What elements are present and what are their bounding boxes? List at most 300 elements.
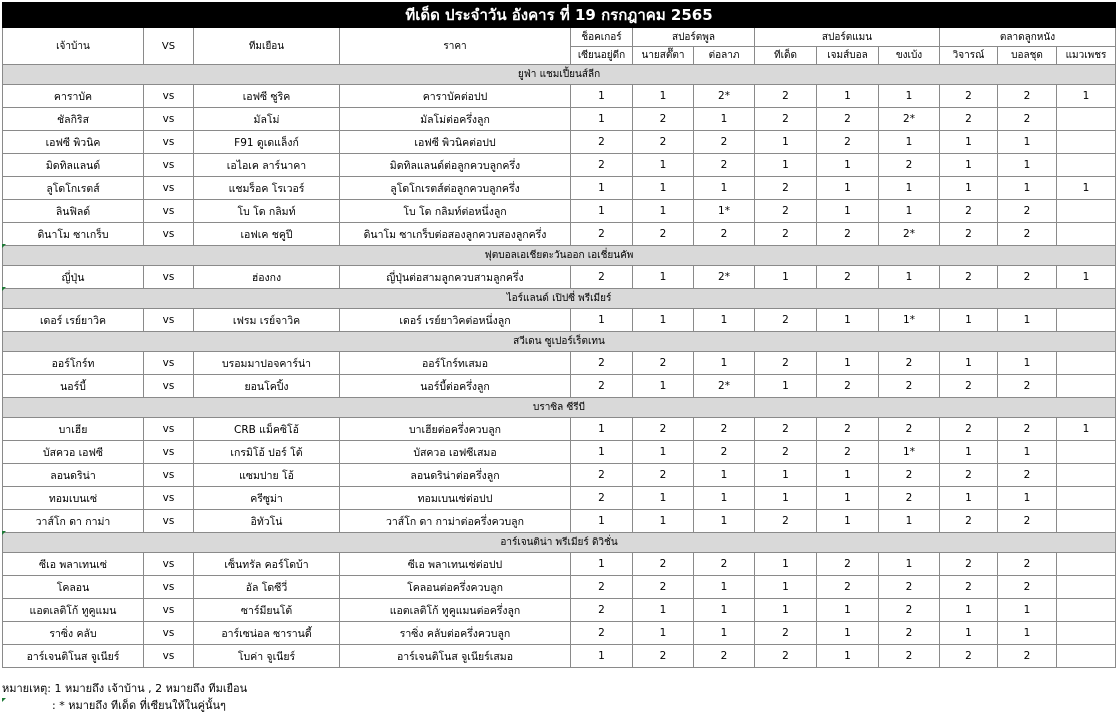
pick-cell: 2 <box>817 223 879 246</box>
pick-cell: 1 <box>940 131 998 154</box>
home-team: ดินาโม ซาเกร็บ <box>3 223 144 246</box>
match-row <box>3 418 1116 441</box>
pick-cell: 2 <box>571 131 633 154</box>
price-text: ลูโดโกเรตส์ต่อลูกควบลูกครึ่ง <box>340 177 571 200</box>
pick-cell: 1 <box>694 352 755 375</box>
pick-cell: 2 <box>571 352 633 375</box>
away-team: แชมร็อค โรเวอร์ <box>194 177 340 200</box>
pick-cell: 2 <box>940 108 998 131</box>
away-team: บรอมมาปอจคาร์น่า <box>194 352 340 375</box>
home-team: ลูโดโกเรตส์ <box>3 177 144 200</box>
pick-cell: 2 <box>571 622 633 645</box>
pick-cell: 1 <box>817 309 879 332</box>
home-team: อาร์เจนติโนส จูเนียร์ <box>3 645 144 668</box>
pick-cell: 1 <box>694 487 755 510</box>
match-row <box>3 487 1116 510</box>
pick-cell: 2 <box>571 487 633 510</box>
pick-cell: 1 <box>1057 266 1116 289</box>
pick-cell: 1 <box>571 510 633 533</box>
pick-cell: 1 <box>571 309 633 332</box>
price-text: มัลโม่ต่อครึ่งลูก <box>340 108 571 131</box>
pick-cell: 1 <box>694 599 755 622</box>
pick-cell: 2* <box>879 108 940 131</box>
pick-cell: 1 <box>633 266 694 289</box>
pick-cell: 2 <box>817 418 879 441</box>
pick-cell: 1 <box>633 200 694 223</box>
pick-cell: 1 <box>755 375 817 398</box>
pick-cell: 2 <box>755 510 817 533</box>
header-tipster: แมวเพชร <box>1057 47 1116 65</box>
match-row <box>3 464 1116 487</box>
header-row-groups <box>3 28 1116 47</box>
pick-cell: 2 <box>633 464 694 487</box>
away-team: โบค่า จูเนียร์ <box>194 645 340 668</box>
price-text: บาเฮียต่อครึ่งควบลูก <box>340 418 571 441</box>
pick-cell: 1 <box>879 131 940 154</box>
home-team: เดอร์ เรย์ยาวิค <box>3 309 144 332</box>
away-team: แซมปาย โอ้ <box>194 464 340 487</box>
match-row <box>3 352 1116 375</box>
price-text: บัสควอ เอฟซีเสมอ <box>340 441 571 464</box>
pick-cell: 1 <box>1057 418 1116 441</box>
pick-cell: 2 <box>998 464 1057 487</box>
title-row <box>3 3 1116 28</box>
pick-cell: 2 <box>940 553 998 576</box>
match-row <box>3 576 1116 599</box>
pick-cell: 2 <box>694 131 755 154</box>
match-row <box>3 108 1116 131</box>
header-group-sportpool: สปอร์ตพูล <box>633 28 755 47</box>
pick-cell: 1 <box>633 487 694 510</box>
pick-cell <box>1057 223 1116 246</box>
league-name: ฟุตบอลเอเชียตะวันออก เอเชี่ยนคัพ <box>3 246 1116 266</box>
pick-cell: 1 <box>817 464 879 487</box>
tips-table-body <box>3 3 1116 668</box>
pick-cell <box>1057 375 1116 398</box>
league-name: สวีเดน ซูเปอร์เร็ตเทน <box>3 332 1116 352</box>
pick-cell: 2 <box>571 375 633 398</box>
pick-cell: 2* <box>694 85 755 108</box>
pick-cell: 1 <box>879 200 940 223</box>
pick-cell <box>1057 464 1116 487</box>
pick-cell: 2 <box>879 464 940 487</box>
pick-cell: 1 <box>694 464 755 487</box>
pick-cell: 1 <box>755 487 817 510</box>
away-team: ยอนโคปิ้ง <box>194 375 340 398</box>
vs-label: vs <box>144 418 194 441</box>
price-text: ลอนดริน่าต่อครึ่งลูก <box>340 464 571 487</box>
pick-cell: 1 <box>998 131 1057 154</box>
note-line: : * หมายถึง ทีเด็ด ที่เซียนให้ในคู่นั้นๆ <box>52 699 226 712</box>
away-team: เอฟซี ซูริค <box>194 85 340 108</box>
pick-cell: 1 <box>694 576 755 599</box>
pick-cell: 1 <box>998 622 1057 645</box>
vs-label: vs <box>144 85 194 108</box>
pick-cell: 1 <box>571 85 633 108</box>
vs-label: vs <box>144 108 194 131</box>
pick-cell: 1 <box>755 154 817 177</box>
pick-cell: 1 <box>879 85 940 108</box>
pick-cell: 2 <box>755 441 817 464</box>
pick-cell: 2 <box>755 200 817 223</box>
away-team: เกรมิโอ้ ปอร์ โต้ <box>194 441 340 464</box>
price-text: ญี่ปุ่นต่อสามลูกควบสามลูกครึ่ง <box>340 266 571 289</box>
pick-cell: 2 <box>940 223 998 246</box>
pick-cell: 2 <box>633 418 694 441</box>
price-text: วาส์โก ดา กาม่าต่อครึ่งควบลูก <box>340 510 571 533</box>
pick-cell: 2 <box>817 441 879 464</box>
away-team: เฟรม เรย์จาวิค <box>194 309 340 332</box>
vs-label: vs <box>144 464 194 487</box>
match-row <box>3 645 1116 668</box>
away-team: โบ โด กลิมท์ <box>194 200 340 223</box>
pick-cell: 1 <box>571 553 633 576</box>
pick-cell: 2 <box>940 464 998 487</box>
away-team: CRB แม็คซิโอ้ <box>194 418 340 441</box>
price-text: เอฟซี พิวนิคต่อปป <box>340 131 571 154</box>
pick-cell: 2 <box>940 576 998 599</box>
pick-cell: 1 <box>998 352 1057 375</box>
pick-cell: 1* <box>879 309 940 332</box>
pick-cell: 1 <box>1057 177 1116 200</box>
comment-marker <box>2 244 6 248</box>
pick-cell <box>1057 200 1116 223</box>
pick-cell: 2 <box>998 645 1057 668</box>
pick-cell: 1 <box>633 309 694 332</box>
pick-cell: 1 <box>633 510 694 533</box>
home-team: คาราบัค <box>3 85 144 108</box>
pick-cell: 2* <box>694 375 755 398</box>
pick-cell: 1 <box>571 108 633 131</box>
pick-cell: 1 <box>694 108 755 131</box>
home-team: เอฟซี พิวนิค <box>3 131 144 154</box>
pick-cell: 1 <box>817 599 879 622</box>
comment-marker <box>2 698 6 702</box>
pick-cell: 2 <box>940 200 998 223</box>
price-text: ดินาโม ซาเกร็บต่อสองลูกควบสองลูกครึ่ง <box>340 223 571 246</box>
match-row <box>3 510 1116 533</box>
pick-cell: 2 <box>998 375 1057 398</box>
league-row <box>3 65 1116 85</box>
pick-cell: 2 <box>755 622 817 645</box>
vs-label: vs <box>144 645 194 668</box>
league-row <box>3 246 1116 266</box>
vs-label: vs <box>144 200 194 223</box>
home-team: ซีเอ พลาเทนเซ่ <box>3 553 144 576</box>
pick-cell: 1 <box>879 510 940 533</box>
header-tipster: ต่อลาภ <box>694 47 755 65</box>
pick-cell: 2 <box>755 645 817 668</box>
pick-cell <box>1057 352 1116 375</box>
pick-cell: 1 <box>633 154 694 177</box>
pick-cell: 2 <box>998 85 1057 108</box>
pick-cell: 2 <box>879 375 940 398</box>
vs-label: vs <box>144 266 194 289</box>
pick-cell: 1 <box>633 375 694 398</box>
vs-label: vs <box>144 352 194 375</box>
pick-cell: 1* <box>694 200 755 223</box>
pick-cell: 2 <box>571 599 633 622</box>
tips-sheet <box>2 2 1107 668</box>
league-name: อาร์เจนติน่า พรีเมียร์ ดิวิชั่น <box>3 533 1116 553</box>
header-tipster: บอลชุด <box>998 47 1057 65</box>
header-group-shocker: ช็อคเกอร์ <box>571 28 633 47</box>
pick-cell: 2 <box>940 418 998 441</box>
vs-label: vs <box>144 441 194 464</box>
header-vs: VS <box>144 28 194 65</box>
vs-label: vs <box>144 375 194 398</box>
away-team: ฮ่องกง <box>194 266 340 289</box>
league-row <box>3 332 1116 352</box>
pick-cell: 2 <box>940 510 998 533</box>
price-text: แอตเลติโก้ ทูคูแมนต่อครึ่งลูก <box>340 599 571 622</box>
pick-cell: 1 <box>940 154 998 177</box>
away-team: เอฟเค ชคูปี <box>194 223 340 246</box>
pick-cell: 2 <box>998 108 1057 131</box>
pick-cell: 1 <box>571 418 633 441</box>
pick-cell <box>1057 599 1116 622</box>
header-group-sportman: สปอร์ตแมน <box>755 28 940 47</box>
home-team: ลอนดริน่า <box>3 464 144 487</box>
pick-cell <box>1057 645 1116 668</box>
pick-cell: 2 <box>694 553 755 576</box>
vs-label: vs <box>144 576 194 599</box>
pick-cell: 1 <box>879 553 940 576</box>
pick-cell <box>1057 510 1116 533</box>
pick-cell: 2 <box>817 266 879 289</box>
league-row <box>3 289 1116 309</box>
pick-cell: 1 <box>940 309 998 332</box>
pick-cell <box>1057 553 1116 576</box>
pick-cell: 1 <box>817 510 879 533</box>
home-team: ลินฟิลด์ <box>3 200 144 223</box>
home-team: ทอมเบนเซ่ <box>3 487 144 510</box>
home-team: นอร์บี้ <box>3 375 144 398</box>
pick-cell: 2 <box>879 599 940 622</box>
pick-cell: 2 <box>755 177 817 200</box>
pick-cell: 2 <box>755 223 817 246</box>
tips-table <box>2 2 1116 668</box>
pick-cell: 2 <box>633 223 694 246</box>
pick-cell: 2 <box>694 441 755 464</box>
pick-cell: 1 <box>694 510 755 533</box>
price-text: นอร์บี้ต่อครึ่งลูก <box>340 375 571 398</box>
match-row <box>3 599 1116 622</box>
pick-cell: 2 <box>879 418 940 441</box>
pick-cell: 2 <box>817 576 879 599</box>
pick-cell: 2 <box>633 553 694 576</box>
home-team: ราซิ่ง คลับ <box>3 622 144 645</box>
header-tipster: นายสต๊๊ตา <box>633 47 694 65</box>
pick-cell: 1 <box>817 622 879 645</box>
league-row <box>3 533 1116 553</box>
home-team: บัสควอ เอฟซี <box>3 441 144 464</box>
pick-cell: 1 <box>755 599 817 622</box>
pick-cell: 2 <box>998 266 1057 289</box>
pick-cell: 2 <box>633 576 694 599</box>
pick-cell: 1 <box>940 352 998 375</box>
price-text: โคลอนต่อครึ่งควบลูก <box>340 576 571 599</box>
pick-cell: 2 <box>940 645 998 668</box>
pick-cell: 1 <box>633 177 694 200</box>
match-row <box>3 131 1116 154</box>
pick-cell: 1 <box>755 266 817 289</box>
pick-cell: 2 <box>755 85 817 108</box>
match-row <box>3 553 1116 576</box>
match-row <box>3 266 1116 289</box>
pick-cell: 2 <box>694 645 755 668</box>
pick-cell: 2 <box>694 418 755 441</box>
pick-cell: 1 <box>694 309 755 332</box>
vs-label: vs <box>144 223 194 246</box>
match-row <box>3 622 1116 645</box>
pick-cell: 1 <box>633 441 694 464</box>
price-text: มิดทิลแลนด์ต่อลูกควบลูกครึ่ง <box>340 154 571 177</box>
pick-cell: 2 <box>998 510 1057 533</box>
pick-cell: 2 <box>879 352 940 375</box>
league-name: ยูฟ่า แชมเปี้ยนส์ลีก <box>3 65 1116 85</box>
away-team: เซ็นทรัล คอร์โดบ้า <box>194 553 340 576</box>
comment-marker <box>2 531 6 535</box>
pick-cell: 1 <box>998 487 1057 510</box>
match-row <box>3 375 1116 398</box>
pick-cell: 2 <box>998 553 1057 576</box>
away-team: ซาร์มียนโต้ <box>194 599 340 622</box>
pick-cell: 1 <box>817 352 879 375</box>
pick-cell: 2 <box>940 266 998 289</box>
home-team: ออร์โกร์ท <box>3 352 144 375</box>
price-text: ซีเอ พลาเทนเซ่ต่อปป <box>340 553 571 576</box>
pick-cell: 1 <box>817 154 879 177</box>
pick-cell: 2 <box>940 85 998 108</box>
pick-cell: 2 <box>755 418 817 441</box>
pick-cell: 1 <box>879 266 940 289</box>
price-text: คาราบัคต่อปป <box>340 85 571 108</box>
vs-label: vs <box>144 154 194 177</box>
pick-cell: 2 <box>998 223 1057 246</box>
price-text: โบ โด กลิมท์ต่อหนึ่งลูก <box>340 200 571 223</box>
pick-cell: 2* <box>694 266 755 289</box>
page-title: ทีเด็ด ประจำวัน อังคาร ที่ 19 กรกฎาคม 2565 <box>3 3 1116 28</box>
vs-label: vs <box>144 131 194 154</box>
pick-cell: 1 <box>571 177 633 200</box>
pick-cell: 1 <box>817 487 879 510</box>
note-line: หมายเหตุ: 1 หมายถึง เจ้าบ้าน , 2 หมายถึง ทีมเยือน <box>2 682 248 695</box>
header-tipster: วิจารณ์ <box>940 47 998 65</box>
pick-cell <box>1057 487 1116 510</box>
pick-cell: 2 <box>633 352 694 375</box>
pick-cell: 2 <box>879 576 940 599</box>
pick-cell: 2 <box>998 200 1057 223</box>
pick-cell: 1 <box>998 599 1057 622</box>
pick-cell: 1 <box>633 85 694 108</box>
header-away: ทีมเยือน <box>194 28 340 65</box>
header-tipster: เซียนอยู่ดีก <box>571 47 633 65</box>
pick-cell: 1 <box>879 177 940 200</box>
pick-cell: 2 <box>633 645 694 668</box>
pick-cell <box>1057 576 1116 599</box>
pick-cell: 2 <box>694 223 755 246</box>
pick-cell: 1 <box>755 576 817 599</box>
home-team: ญี่ปุ่น <box>3 266 144 289</box>
header-tipster: ทีเด็ด <box>755 47 817 65</box>
match-row <box>3 223 1116 246</box>
pick-cell: 1 <box>817 177 879 200</box>
pick-cell <box>1057 441 1116 464</box>
away-team: อัล โดซีวี่ <box>194 576 340 599</box>
price-text: อาร์เจนติโนส จูเนียร์เสมอ <box>340 645 571 668</box>
pick-cell: 2 <box>879 645 940 668</box>
match-row <box>3 441 1116 464</box>
away-team: อาร์เซน่อล ซารานดี้ <box>194 622 340 645</box>
header-group-talad: ตลาดลูกหนัง <box>940 28 1116 47</box>
vs-label: vs <box>144 622 194 645</box>
pick-cell: 2 <box>817 553 879 576</box>
pick-cell: 1 <box>755 464 817 487</box>
header-tipster: เจมส์บอล <box>817 47 879 65</box>
pick-cell: 1 <box>998 309 1057 332</box>
pick-cell: 2 <box>817 131 879 154</box>
pick-cell: 1 <box>694 622 755 645</box>
home-team: มิดทิลแลนด์ <box>3 154 144 177</box>
pick-cell: 2* <box>879 223 940 246</box>
pick-cell: 2 <box>879 154 940 177</box>
match-row <box>3 200 1116 223</box>
match-row <box>3 177 1116 200</box>
away-team: เอไอเค ลาร์นาคา <box>194 154 340 177</box>
notes <box>2 680 247 714</box>
league-name: ไอร์แลนด์ เปิปซี่ พรีเมียร์ <box>3 289 1116 309</box>
price-text: ทอมเบนเซ่ต่อปป <box>340 487 571 510</box>
away-team: ครีซูม่า <box>194 487 340 510</box>
pick-cell: 1 <box>940 441 998 464</box>
comment-marker <box>2 287 6 291</box>
home-team: ชัลกิริส <box>3 108 144 131</box>
league-row <box>3 398 1116 418</box>
pick-cell: 1 <box>817 200 879 223</box>
pick-cell: 2 <box>633 131 694 154</box>
vs-label: vs <box>144 309 194 332</box>
home-team: วาส์โก ดา กาม่า <box>3 510 144 533</box>
header-tipster: ขงเบ้ง <box>879 47 940 65</box>
header-home: เจ้าบ้าน <box>3 28 144 65</box>
pick-cell: 1 <box>571 645 633 668</box>
pick-cell: 1 <box>998 441 1057 464</box>
pick-cell: 2 <box>817 375 879 398</box>
pick-cell: 1 <box>940 487 998 510</box>
pick-cell: 2 <box>571 223 633 246</box>
pick-cell: 2 <box>755 352 817 375</box>
pick-cell <box>1057 309 1116 332</box>
pick-cell: 2 <box>817 108 879 131</box>
pick-cell: 1 <box>940 599 998 622</box>
pick-cell <box>1057 622 1116 645</box>
pick-cell: 1 <box>940 177 998 200</box>
match-row <box>3 309 1116 332</box>
league-name: บราซิล ซีรีบี <box>3 398 1116 418</box>
vs-label: vs <box>144 177 194 200</box>
pick-cell: 1 <box>755 553 817 576</box>
home-team: แอตเลติโก้ ทูคูแมน <box>3 599 144 622</box>
pick-cell: 1 <box>571 200 633 223</box>
pick-cell: 1 <box>755 131 817 154</box>
price-text: ออร์โกร์ทเสมอ <box>340 352 571 375</box>
pick-cell: 2 <box>694 154 755 177</box>
pick-cell <box>1057 108 1116 131</box>
pick-cell: 1 <box>1057 85 1116 108</box>
home-team: โคลอน <box>3 576 144 599</box>
vs-label: vs <box>144 599 194 622</box>
